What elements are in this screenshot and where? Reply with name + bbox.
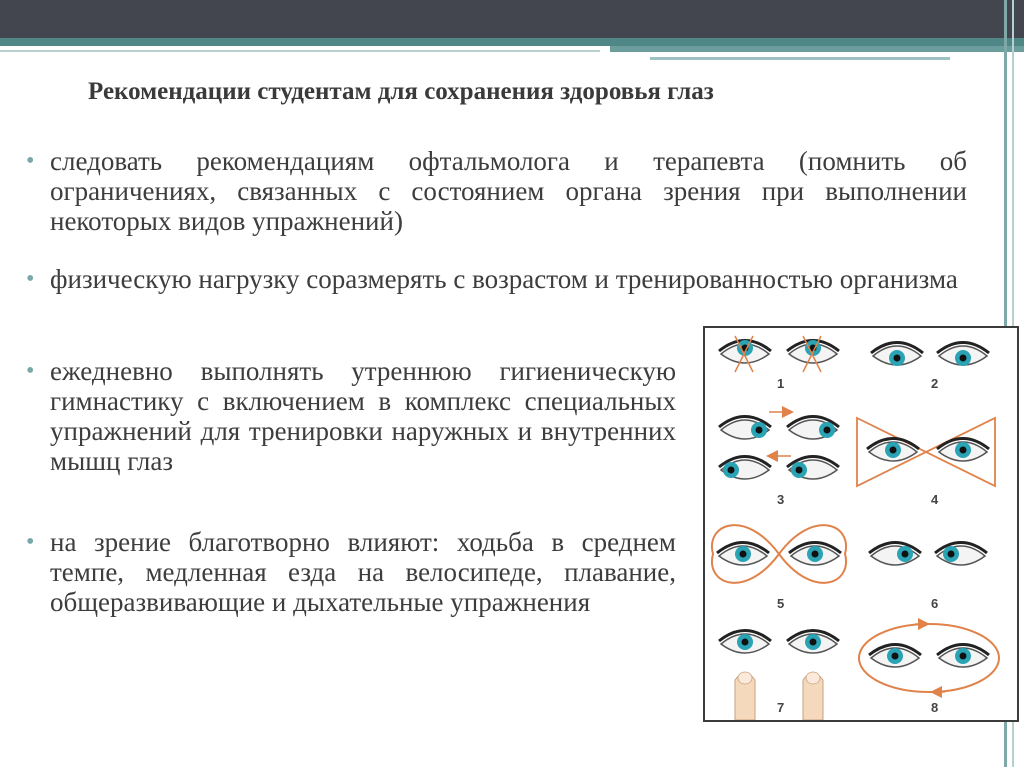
bullet-marker: • bbox=[26, 529, 35, 555]
slide-title: Рекомендации студентам для сохранения здоровья глаз bbox=[88, 78, 714, 105]
bullet-text: физическую нагрузку соразмерять с возрастом и тренированностью организма bbox=[50, 264, 958, 294]
exercise-number: 3 bbox=[777, 492, 785, 507]
header-dark-bar bbox=[0, 0, 1024, 38]
exercise-2-eyes bbox=[871, 343, 989, 367]
bullet-marker: • bbox=[26, 148, 35, 174]
bullet-item bbox=[26, 356, 676, 476]
header-stripe bbox=[650, 57, 950, 60]
eye-exercises-figure bbox=[703, 326, 1019, 722]
exercise-number: 8 bbox=[931, 700, 939, 715]
bullet-marker: • bbox=[26, 358, 35, 384]
bullet-item bbox=[26, 146, 967, 236]
exercise-number: 2 bbox=[931, 376, 939, 391]
header-stripe bbox=[610, 46, 1024, 52]
bullet-text: следовать рекомендациям офтальмолога и терапевта (помнить об ограничениях, связанных с состоянием органа зрения при выполнении некоторых видов упражнений) bbox=[50, 146, 967, 236]
exercise-number: 4 bbox=[931, 492, 939, 507]
eye-exercises-illustration bbox=[705, 328, 1017, 720]
exercise-3-eyes bbox=[719, 412, 839, 479]
bullet-marker: • bbox=[26, 266, 35, 292]
exercise-6-eyes bbox=[869, 543, 987, 566]
exercise-1-eyes bbox=[719, 336, 839, 372]
exercise-number: 6 bbox=[931, 596, 939, 611]
exercise-8-eyes bbox=[859, 624, 999, 692]
header-teal-bar bbox=[0, 38, 1024, 46]
bullet-item bbox=[26, 527, 676, 617]
bullet-item bbox=[26, 264, 967, 294]
exercise-5-eyes bbox=[712, 525, 846, 583]
bullet-text: ежедневно выполнять утреннюю гигиеническую гимнастику с включением в комплекс специальных упражнений для тренировки наружных и внутренних мышц глаз bbox=[50, 356, 676, 476]
exercise-number: 7 bbox=[777, 700, 785, 715]
bullet-text: на зрение благотворно влияют: ходьба в среднем темпе, медленная езда на велосипеде, плавание, общеразвивающие и дыхательные упражнения bbox=[50, 527, 676, 617]
exercise-number: 1 bbox=[777, 376, 785, 391]
exercise-4-eyes bbox=[857, 418, 995, 486]
header-stripe bbox=[0, 50, 600, 52]
exercise-number: 5 bbox=[777, 596, 785, 611]
